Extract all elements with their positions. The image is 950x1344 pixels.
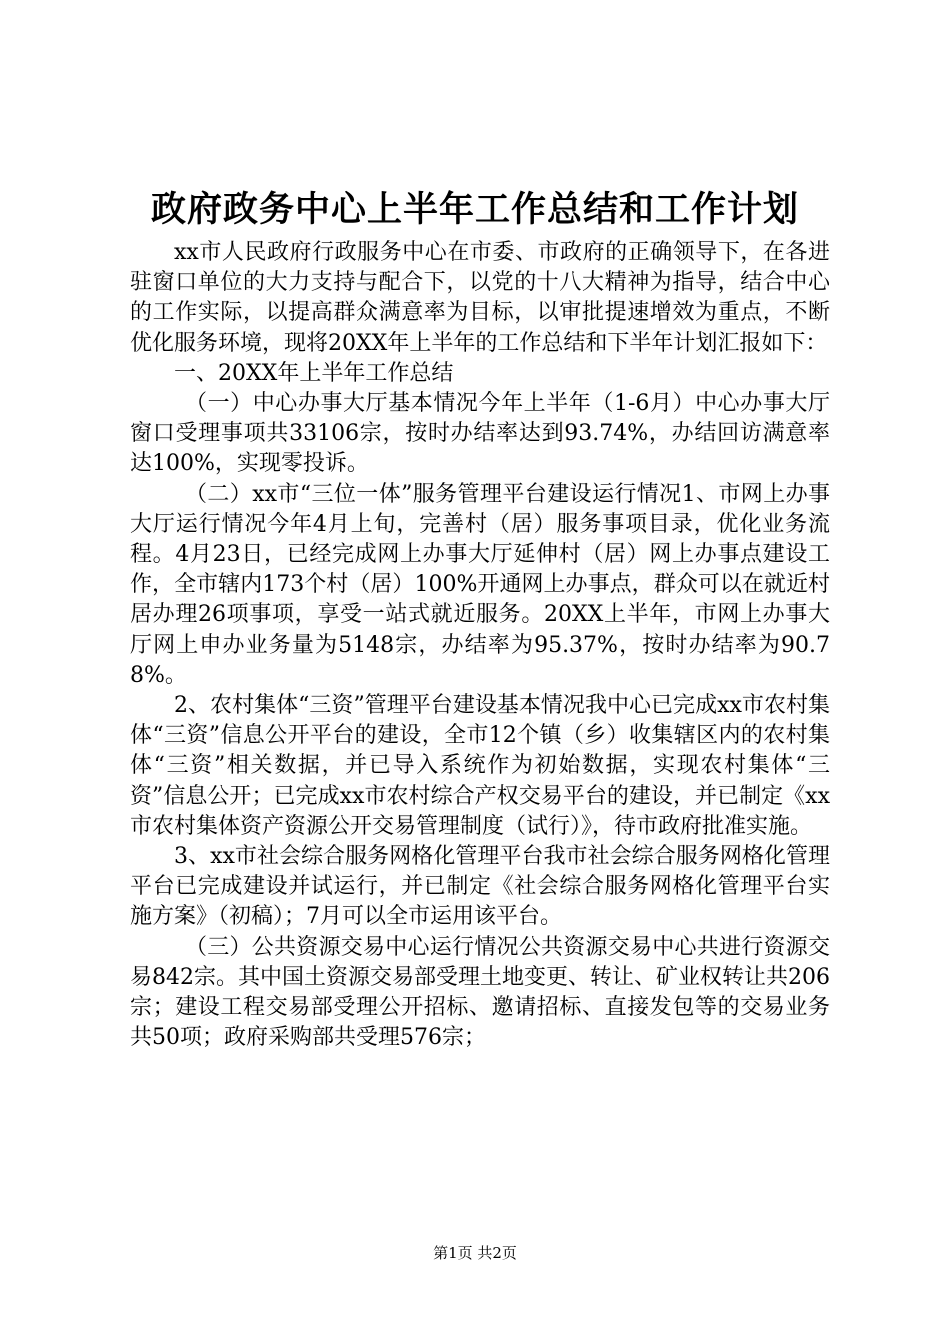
paragraph-rural-assets: 2、农村集体“三资”管理平台建设基本情况我中心已完成xx市农村集体“三资”信息公开平台的建设，全市12个镇（乡）收集辖区内的农村集体“三资”相关数据，并已导入系统作为初始数据，实现农村集体“三资”信息公开；已完成xx市农村综合产权交易平台的建设，并已制定《xx市农村集体资产资源公开交易管理制度（试行）》，待市政府批准实施。 [130,693,830,839]
paragraph-grid-management: 3、xx市社会综合服务网格化管理平台我市社会综合服务网格化管理平台已完成建设并试运行，并已制定《社会综合服务网格化管理平台实施方案》（初稿）；7月可以全市运用该平台。 [130,844,830,930]
document-title: 政府政务中心上半年工作总结和工作计划 [150,189,799,230]
document-body [130,238,830,1053]
section-heading-summary: 一、20XX年上半年工作总结 [174,360,454,386]
paragraph-platform-status: （二）xx市“三位一体”服务管理平台建设运行情况1、市网上办事大厅运行情况今年4月上旬，完善村（居）服务事项目录，优化业务流程。4月23日，已经完成网上办事大厅延伸村（居）网上办事点建设工作，全市辖内173个村（居）100%开通网上办事点，群众可以在就近村居办理26项事项，享受一站式就近服务。20XX上半年，市网上办事大厅网上申办业务量为5148宗，办结率为95.37%，按时办结率为90.78%。 [130,481,830,688]
paragraph-hall-status: （一）中心办事大厅基本情况今年上半年（1-6月）中心办事大厅窗口受理事项共33106宗，按时办结率达到93.74%，办结回访满意率达100%，实现零投诉。 [130,391,830,477]
page-footer: 第1页 共2页 [433,1244,517,1262]
paragraph-intro: xx市人民政府行政服务中心在市委、市政府的正确领导下，在各进驻窗口单位的大力支持与配合下，以党的十八大精神为指导，结合中心的工作实际，以提高群众满意率为目标，以审批提速增效为重点，不断优化服务环境，现将20XX年上半年的工作总结和下半年计划汇报如下： [130,240,830,356]
paragraph-public-resources: （三）公共资源交易中心运行情况公共资源交易中心共进行资源交易842宗。其中国土资源交易部受理土地变更、转让、矿业权转让共206宗；建设工程交易部受理公开招标、邀请招标、直接发包等的交易业务共50项；政府采购部共受理576宗； [130,934,830,1051]
